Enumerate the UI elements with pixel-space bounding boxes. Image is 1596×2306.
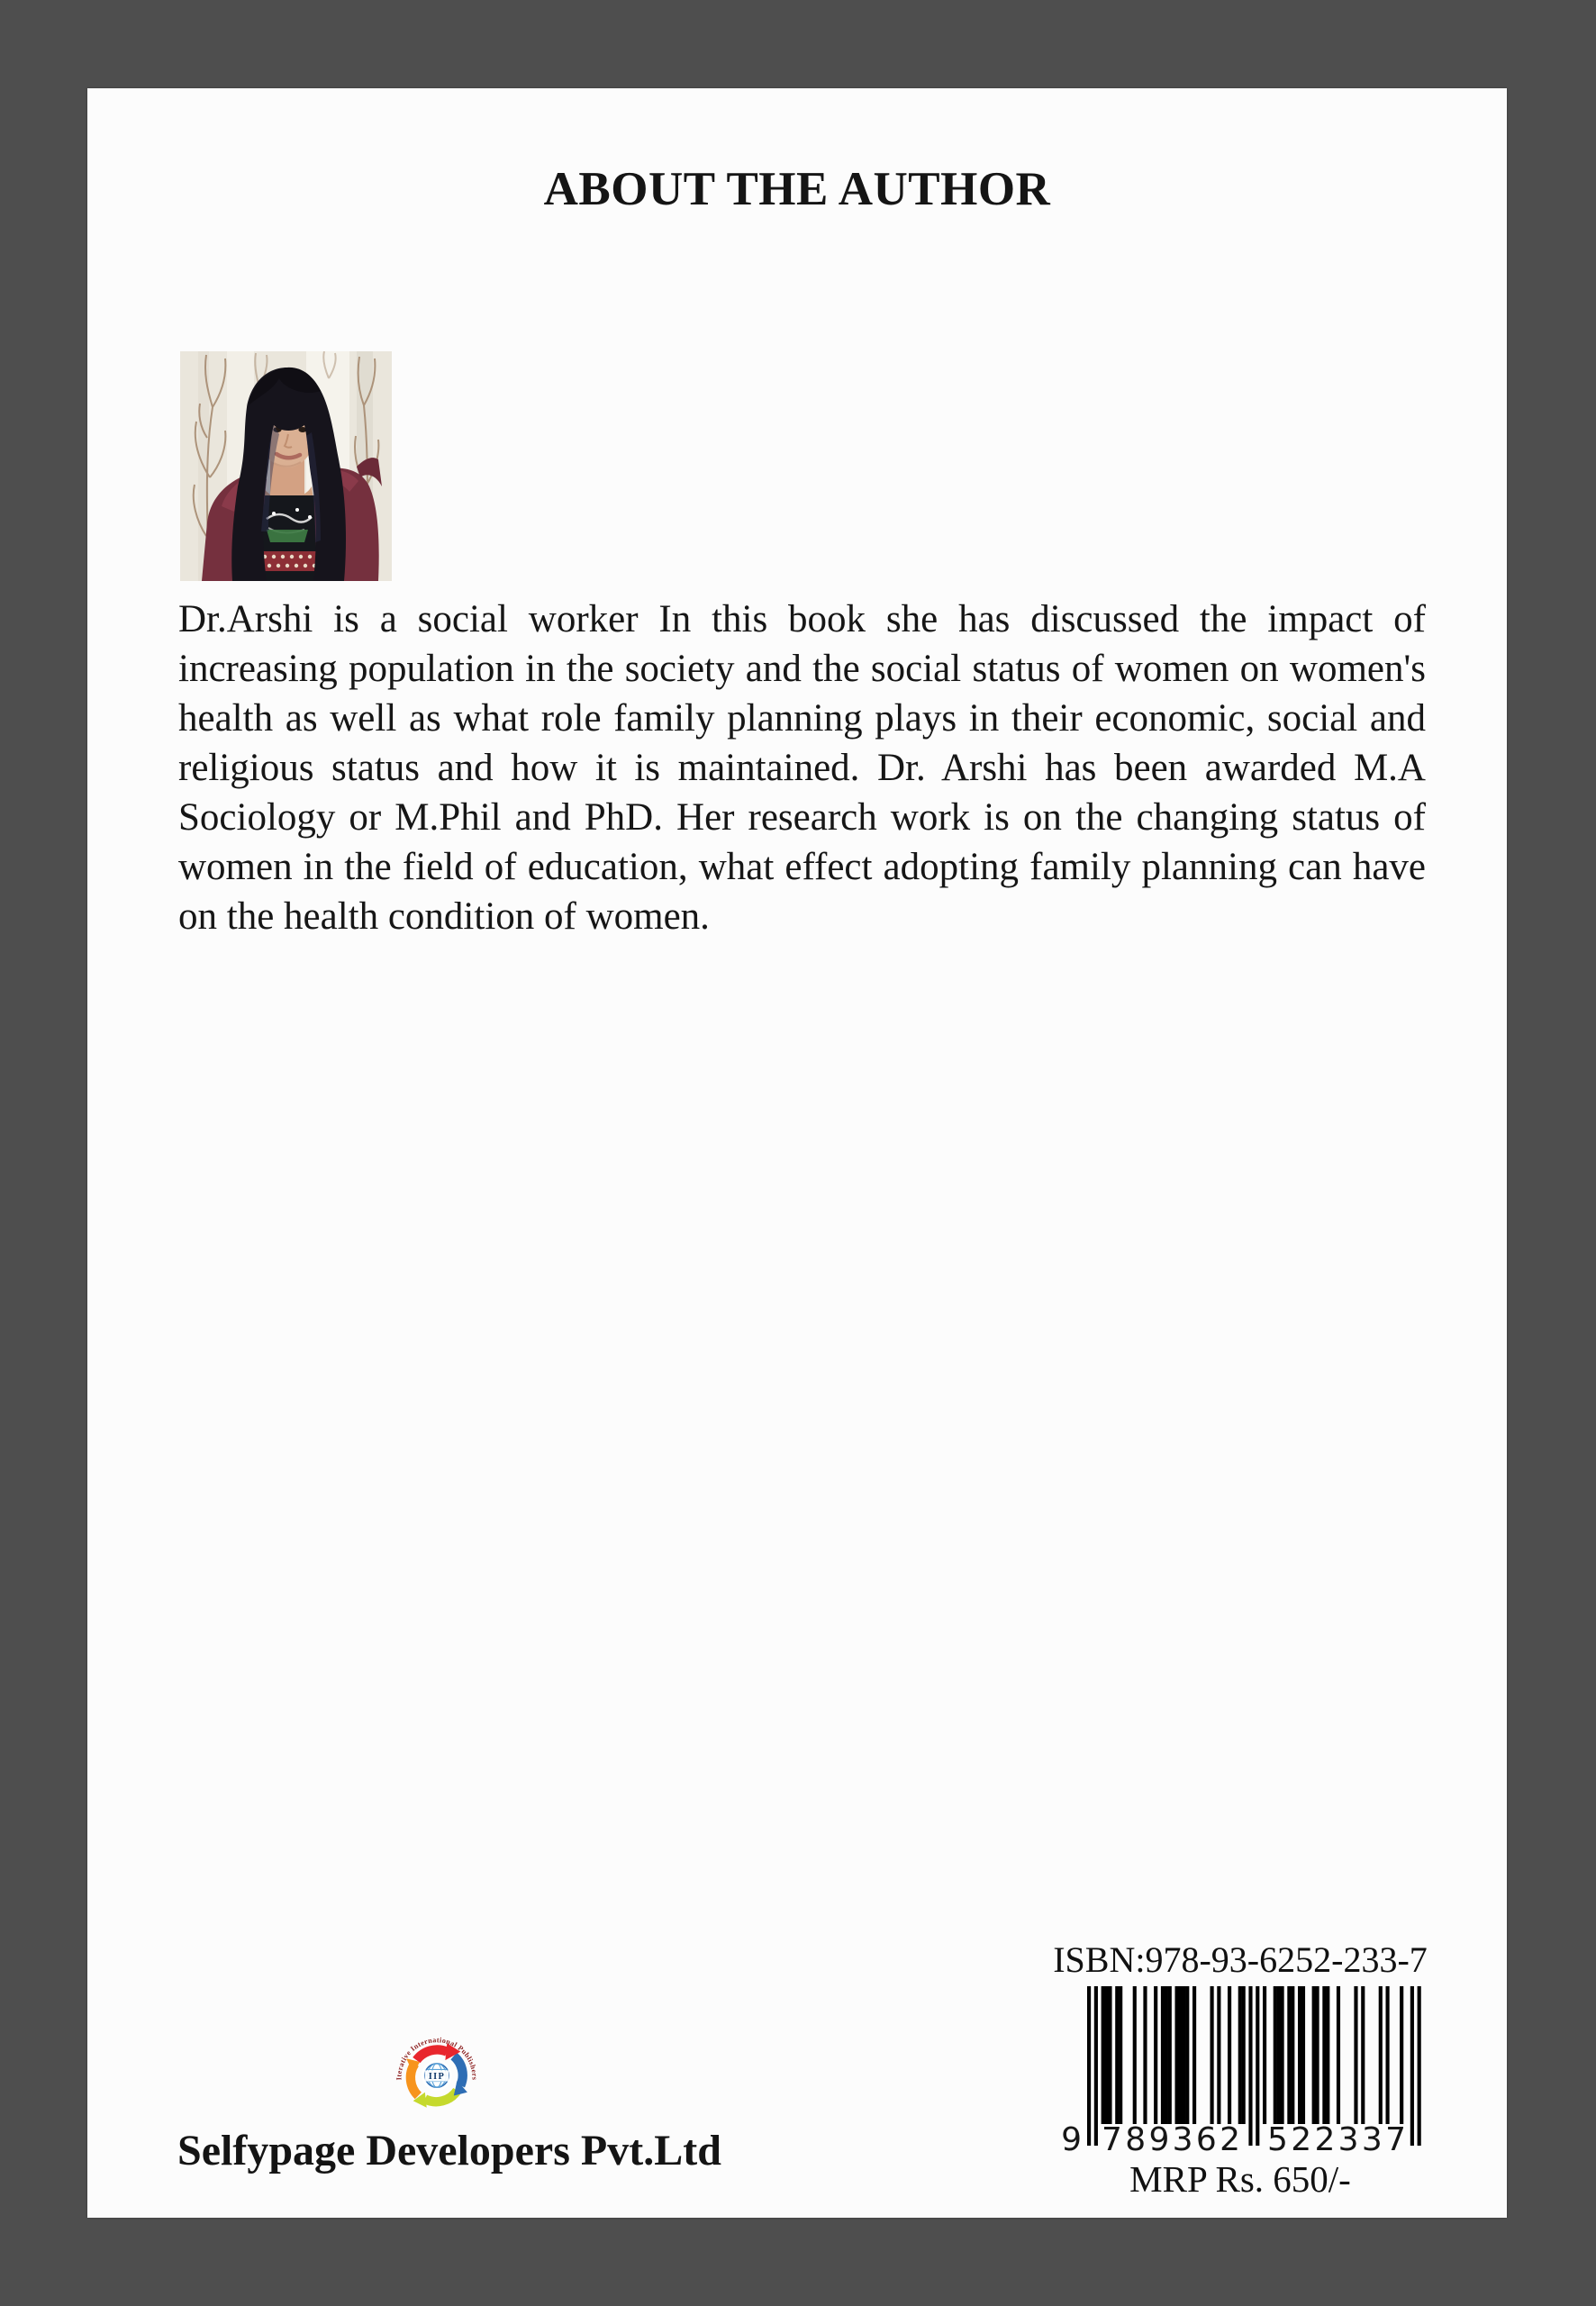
barcode-digits-right: 522337 — [1267, 2121, 1406, 2158]
isbn-barcode-block — [1033, 1939, 1447, 2199]
logo-monogram: IIP — [428, 2072, 446, 2083]
cover-page — [87, 88, 1507, 2218]
logo-ring-text: Iterative International Publishers — [394, 2036, 479, 2081]
barcode-digits-left: 789362 — [1102, 2121, 1240, 2158]
iip-logo — [394, 2033, 479, 2118]
publisher-name: Selfypage Developers Pvt.Ltd — [177, 2127, 721, 2174]
barcode-digit-first: 9 — [1061, 2121, 1082, 2158]
about-the-author-heading: ABOUT THE AUTHOR — [543, 163, 1051, 215]
publisher-logo — [394, 2033, 479, 2118]
author-bio-paragraph: Dr.Arshi is a social worker In this book she has discussed the impact of increasing population in the society and the social status of women on women's health as well as what role family planning plays in their economic, social and religious status and how it is maintained. Dr. Arshi has been awarded M.A Sociology or M.Phil and PhD. Her research work is on the changing status of women in the field of education, what effect adopting family planning can have on the health condition of women. — [178, 598, 1426, 938]
ean13-barcode — [1055, 1986, 1426, 2163]
mrp-price: MRP Rs. 650/- — [1129, 2158, 1351, 2200]
author-portrait-illustration — [180, 351, 392, 581]
author-photo — [180, 351, 392, 581]
isbn-label: ISBN:978-93-6252-233-7 — [1053, 1939, 1428, 1980]
